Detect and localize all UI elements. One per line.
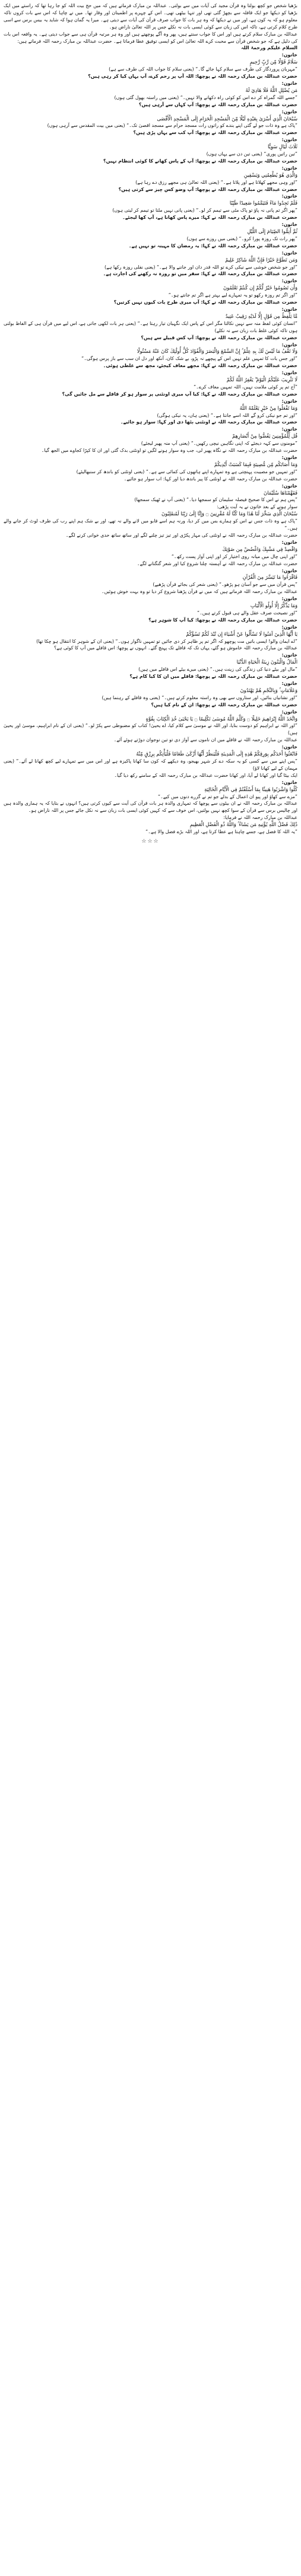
quran-verse: الْمَالُ وَالْبَنُونَ زِينَةُ الْحَيَاةِ الدُّنْيَا — [236, 659, 297, 665]
paragraph: حضرت عبداللہ بن مبارک رحمہ اللہ نے آہستہ چلنا شروع کیا اور شعر گنگنانے لگے۔ — [137, 560, 297, 566]
dialogue-line: خاتون: — [281, 455, 297, 460]
quran-verse: سُبْحَانَ الَّذِي أَسْرَىٰ بِعَبْدِهِ لَيْلًا مِّنَ الْمَسْجِدِ الْحَرَامِ إِلَى الْمَسْجِدِ الْأَقْصَى — [157, 115, 297, 122]
quran-verse: وَالَّذِي هُوَ يُطْعِمُنِي وَيَسْقِينِ — [243, 171, 297, 178]
quran-verse: فَابْعَثُوا أَحَدَكُم بِوَرِقِكُمْ هَٰذِهِ إِلَى الْمَدِينَةِ فَلْيَنظُرْ أَيُّهَا أَزْكَىٰ طَعَامًا فَلْيَأْتِكُم بِرِزْقٍ مِّنْهُ — [136, 751, 297, 757]
dialogue-line: خاتون: — [281, 193, 297, 199]
paragraph: حضرت عبداللہ بن مبارک رحمہ اللہ نے نگاہ پھیر لی، جب وہ سوار ہونے لگیں تو اونٹنی بدک گئی اور ان کا کپڑا کجاوے میں الجھ گیا۔ — [41, 448, 297, 454]
dialogue-line: خاتون: — [281, 709, 297, 715]
paragraph: سوار ہونے کے بعد خاتون نے یہ آیت پڑھی: — [217, 504, 297, 510]
paragraph: ”پھر اگر تم پانی نہ پاؤ تو پاک مٹی سے تیمم کر لو۔“ (یعنی پانی نہیں ملتا تو تیمم کر لیتی ہوں) — [112, 208, 297, 213]
quran-verse: لَا تَثْرِيبَ عَلَيْكُمُ الْيَوْمَ ۖ يَغْفِرُ اللَّهُ لَكُمْ — [226, 377, 297, 383]
quran-verse: فَلَمْ تَجِدُوا مَاءً فَتَيَمَّمُوا صَعِيدًا طَيِّبًا — [229, 200, 297, 206]
dialogue-line: حضرت عبداللہ بن مبارک رحمہ اللہ نے کہا: مجھے معاف کیجئے، مجھ سے غلطی ہوئی۔ — [103, 363, 297, 369]
quran-verse: وَمَا أَصَابَكُم مِّن مُّصِيبَةٍ فَبِمَا كَسَبَتْ أَيْدِيكُمْ — [214, 461, 297, 467]
dialogue-line: خاتون: — [281, 52, 297, 58]
quran-verse: وَمَن تَطَوَّعَ خَيْرًا فَإِنَّ اللَّهَ شَاكِرٌ عَلِيمٌ — [225, 256, 297, 263]
dialogue-line: خاتون: — [281, 165, 297, 171]
dialogue-line: خاتون: — [281, 624, 297, 630]
quran-verse: وَاقْصِدْ فِي مَشْيِكَ وَاغْضُضْ مِن صَوْتِكَ — [222, 546, 297, 552]
dialogue-line: حضرت عبداللہ بن مبارک رحمہ اللہ نے پوچھا: آپ کب سے یہاں پڑی ہیں؟ — [133, 130, 297, 136]
dialogue-line: حضرت عبداللہ بن مبارک رحمہ اللہ نے پوچھا: آپ کے پاس کھانے کا کوئی انتظام نہیں؟ — [103, 158, 297, 164]
quran-verse: سُبْحَانَ الَّذِي سَخَّرَ لَنَا هَٰذَا وَمَا كُنَّا لَهُ مُقْرِنِينَ ۝ وَإِنَّا إِلَىٰ رَبِّنَا لَمُنقَلِبُونَ — [161, 511, 297, 517]
quran-verse: ذَٰلِكَ فَضْلُ اللَّهِ يُؤْتِيهِ مَن يَشَاءُ ۚ وَاللَّهُ ذُو الْفَضْلِ الْعَظِيمِ — [189, 821, 297, 828]
dialogue-line: حضرت عبداللہ بن مبارک رحمہ اللہ نے اونٹنی بٹھا دی اور کہا: سوار ہو جائیے۔ — [120, 419, 297, 425]
paragraph: عبداللہ بن مبارک رحمہ اللہ نے ان بیٹوں سے پوچھا کہ تمہاری والدہ ہر بات قرآن کی آیت سے کیوں کرتی ہیں؟ انہوں نے بتایا کہ یہ ہماری والدہ ہیں اور چالیس برس سے قرآن کے سوا کچھ نہیں بولتیں، اس خوف سے کہ کہیں کوئی ایسی بات زبان سے نہ نکل جائے جس پر اللہ ناراض ہو۔ — [4, 801, 297, 814]
paragraph: ”مزے سے کھاؤ اور پیو ان اعمال کے بدلے جو تم نے گزرے دنوں میں کیے۔“ — [158, 793, 297, 799]
dialogue-line: خاتون: — [281, 80, 297, 86]
paragraph: ”مہربان پروردگار کی طرف سے سلام کہا جائے گا۔“ (یعنی سلام کا جواب اللہ کی طرف سے ہے) — [109, 66, 297, 72]
quran-verse: فَفَهَّمْنَاهَا سُلَيْمَانَ — [264, 489, 297, 496]
dialogue-line: حضرت عبداللہ بن مبارک رحمہ اللہ نے پوچھا: آپ کہاں سے آرہی ہیں؟ — [138, 101, 297, 107]
dialogue-line: خاتون: — [281, 398, 297, 404]
dialogue-line: حضرت عبداللہ بن مبارک رحمہ اللہ نے کہا: میرے پاس کھانا ہے، آپ کھا لیجئے۔ — [122, 215, 297, 221]
paragraph: ”اور نصیحت صرف عقل والے ہی قبول کرتے ہیں۔“ — [197, 610, 297, 616]
dialogue-line: حضرت عبداللہ بن مبارک رحمہ اللہ نے پوچھا: قافلے میں ان کا کیا کام ہے؟ — [129, 674, 297, 680]
quran-verse: وَمَا تَفْعَلُوا مِنْ خَيْرٍ يَعْلَمْهُ اللَّهُ — [239, 404, 297, 411]
dialogue-line: السلام علیکم ورحمۃ اللہ — [241, 45, 297, 51]
quran-verse: ثُمَّ أَتِمُّوا الصِّيَامَ إِلَى اللَّيْلِ — [247, 228, 297, 234]
dialogue-line: خاتون: — [281, 596, 297, 602]
dialogue-line: خاتون: — [281, 370, 297, 376]
section-separator: ☆☆☆ — [141, 838, 160, 844]
dialogue-line: خاتون: — [281, 306, 297, 312]
dialogue-line: خاتون: — [281, 426, 297, 432]
quran-verse: وَعَلَامَاتٍ ۚ وَبِالنَّجْمِ هُمْ يَهْتَدُونَ — [240, 687, 297, 693]
paragraph: ”یہ اللہ کا فضل ہے، جسے چاہتا ہے عطا کرتا ہے، اور اللہ بڑے فضل والا ہے۔“ — [145, 829, 297, 835]
dialogue-line: خاتون: — [281, 779, 297, 785]
quran-verse: كُلُوا وَاشْرَبُوا هَنِيئًا بِمَا أَسْلَفْتُمْ فِي الْأَيَّامِ الْخَالِيَةِ — [204, 786, 297, 792]
paragraph: ”مومنوں سے کہہ دیجئے کہ اپنی نگاہیں نیچی رکھیں۔“ (یعنی آپ منہ پھیر لیجئے) — [141, 441, 297, 447]
dialogue-line: حضرت عبداللہ بن مبارک رحمہ اللہ نے کہا: سفر میں تو روزہ نہ رکھنے کی اجازت ہے۔ — [103, 271, 297, 277]
quran-verse: وَأَن تَصُومُوا خَيْرٌ لَّكُمْ إِن كُنتُمْ تَعْلَمُونَ — [223, 285, 297, 291]
paragraph: عبداللہ بن مبارک رحمہ اللہ فرماتے ہیں کہ میں نے قرآن پڑھنا شروع کر دیا تو وہ بہت خوش ہوئیں۔ — [102, 589, 297, 595]
paragraph: ”اے ایمان والو! ایسی باتیں مت پوچھو کہ اگر تم پر ظاہر کر دی جائیں تو تمہیں ناگوار ہوں۔“ (یعنی ان کے شوہر کا انتقال ہو چکا تھا) — [36, 638, 297, 644]
dialogue-line: خاتون: — [281, 483, 297, 489]
dialogue-line: خاتون: — [281, 539, 297, 545]
dialogue-line: خاتون: — [281, 278, 297, 284]
dialogue-line: خاتون: — [281, 137, 297, 143]
paragraph: ”پاک ہے وہ ذات جس نے اس کو ہمارے بس میں کر دیا، ورنہ ہم اسے قابو میں لانے والے نہ تھے، اور بے شک ہم اپنے رب کی طرف لوٹ کر جانے والے ہیں۔“ — [4, 518, 297, 531]
dialogue-line: حضرت عبداللہ بن مبارک رحمہ اللہ نے پوچھا: کیا آپ کا شوہر ہے؟ — [148, 617, 297, 623]
quran-verse: مَن يُضْلِلِ اللَّهُ فَلَا هَادِيَ لَهُ — [245, 87, 297, 93]
paragraph: ”پس اپنے میں سے کسی کو یہ سکہ دے کر شہر بھیجو، وہ دیکھے کہ کون سا کھانا پاکیزہ ہے اور اس میں سے تمہارے لیے کچھ کھانا لے آئے۔“ (یعنی مہمان کے لیے کھانا لاؤ) — [4, 758, 297, 771]
dialogue-line: خاتون: — [281, 652, 297, 658]
paragraph: ”پھر رات تک روزہ پورا کرو۔“ (یعنی میں روزے سے ہوں) — [186, 235, 297, 241]
dialogue-line: حضرت عبداللہ بن مبارک رحمہ اللہ نے پوچھا: اللہ آپ پر رحم کرے، آپ یہاں کیا کر رہی ہیں؟ — [88, 74, 297, 79]
paragraph: ”مال اور بیٹے دنیا کی زندگی کی زینت ہیں۔“ (یعنی میرے بیٹے اس قافلے میں ہیں) — [138, 667, 297, 672]
paragraph: ”انسان کوئی لفظ منہ سے نہیں نکالتا مگر اس کے پاس ایک نگہبان تیار رہتا ہے۔“ (یعنی ہر بات لکھی جاتی ہے، اس لیے میں قرآن ہی کے الفاظ بولتی ہوں تاکہ کوئی غلط بات زبان سے نہ نکلے) — [4, 320, 297, 333]
paragraph: ”اور تمہیں جو مصیبت پہنچتی ہے وہ تمہارے اپنے ہاتھوں کی کمائی سے ہے۔“ (یعنی اونٹنی کو باندھ کر سنبھالیئے) — [76, 468, 297, 474]
paragraph: حضرت عبداللہ بن مبارک رحمہ اللہ نے اونٹنی کا پیر باندھ دیا اور کہا: اب سوار ہو جائیے۔ — [123, 476, 297, 482]
quran-verse: قُل لِّلْمُؤْمِنِينَ يَغُضُّوا مِنْ أَبْصَارِهِمْ — [232, 433, 297, 439]
paragraph: حضرت عبداللہ بن مبارک رحمہ اللہ نے اونٹنی کی مہار پکڑی اور تیز تیز چلنے لگے اور ساتھ ساتھ حدی خوانی کرنے لگے۔ — [65, 532, 297, 538]
quran-verse: فَاقْرَءُوا مَا تَيَسَّرَ مِنَ الْقُرْآنِ — [242, 574, 297, 581]
dialogue-line: حضرت عبداللہ بن مبارک رحمہ اللہ نے پوچھا: ان کے نام کیا ہیں؟ — [151, 702, 297, 707]
paragraph: ”پس قرآن میں سے جو آسان ہو پڑھو۔“ (یعنی شعر کی بجائے قرآن پڑھیے) — [153, 582, 297, 588]
dialogue-line: خاتون: — [281, 681, 297, 686]
paragraph: ”اور جس بات کا تمہیں علم نہیں اس کے پیچھے نہ پڑو، بے شک کان، آنکھ اور دل ان سب سے باز پرس ہوگی۔“ — [81, 356, 297, 362]
paragraph: ”اور نشانیاں بنائیں، اور ستاروں سے بھی وہ راستہ معلوم کرتے ہیں۔“ (یعنی وہ قافلے کے رہنما ہیں) — [102, 694, 297, 700]
paragraph: ”پاک ہے وہ ذات جو لے گئی اپنے بندے کو راتوں رات مسجد حرام سے مسجد اقصیٰ تک۔“ (یعنی میں بیت المقدس سے آرہی ہوں) — [47, 123, 297, 129]
paragraph: عبداللہ بن مبارک رحمہ اللہ خاموش ہو گئے، یہاں تک کہ قافلے تک پہنچ گئے۔ انہوں نے پوچھا: اس قافلے میں آپ کا کوئی ہے؟ — [53, 645, 297, 651]
dialogue-line: خاتون: — [281, 744, 297, 750]
quran-verse: يَا أَيُّهَا الَّذِينَ آمَنُوا لَا تَسْأَلُوا عَنْ أَشْيَاءَ إِن تُبْدَ لَكُمْ تَسُؤْكُمْ — [186, 630, 297, 637]
paragraph: ”اور اگر تم روزہ رکھو تو یہ تمہارے لیے بہتر ہے اگر تم جانتے ہو۔“ — [168, 292, 297, 298]
dialogue-line: خاتون: — [281, 568, 297, 573]
quran-verse: سَلَامٌ قَوْلًا مِّن رَّبٍّ رَّحِيمٍ — [249, 59, 297, 65]
quran-verse: مَّا يَلْفِظُ مِن قَوْلٍ إِلَّا لَدَيْهِ رَقِيبٌ عَتِيدٌ — [225, 313, 297, 319]
dialogue-line: حضرت عبداللہ بن مبارک رحمہ اللہ نے پوچھا: آپ کس قبیلے سے ہیں؟ — [141, 334, 297, 340]
dialogue-line: خاتون: — [281, 342, 297, 347]
paragraph: ”جسے اللہ گمراہ کر دے اس کو کوئی راہ دکھانے والا نہیں۔“ (یعنی میں راستہ بھول گئی ہوں) — [114, 94, 297, 100]
paragraph: عبداللہ بن مبارک رحمہ اللہ نے فرمایا: — [223, 815, 297, 821]
dialogue-line: خاتون: — [281, 222, 297, 228]
paragraph: عبداللہ بن مبارک رحمہ اللہ نے قافلے میں ان ناموں سے آواز دی تو تین نوجوان دوڑتے ہوئے آئے۔ — [113, 737, 297, 743]
paragraph: ایک بیٹا گیا اور کھانا لے آیا، اور کھانا حضرت عبداللہ بن مبارک رحمہ اللہ کے سامنے رکھ دیا گیا۔ — [114, 772, 297, 778]
dialogue-line: خاتون: — [281, 250, 297, 256]
quran-verse: ثَلَاثَ لَيَالٍ سَوِيًّا — [267, 144, 297, 150]
quran-verse: وَاتَّخَذَ اللَّهُ إِبْرَاهِيمَ خَلِيلًا ۝ وَكَلَّمَ اللَّهُ مُوسَىٰ تَكْلِيمًا ۝ يَا يَحْيَىٰ خُذِ الْكِتَابَ بِقُوَّةٍ — [145, 715, 297, 722]
paragraph: ”اور اللہ نے ابراہیم کو دوست بنایا، اور اللہ نے موسیٰ سے کلام کیا، اے یحییٰ! کتاب کو مضبوطی سے پکڑ لو۔“ (یعنی ان کے نام ابراہیم، موسیٰ اور یحییٰ ہیں) — [4, 723, 297, 736]
paragraph: ”اور تم جو نیکی کرو گے اللہ اسے جانتا ہے۔“ (یعنی ہاں، یہ نیکی ہوگی) — [157, 412, 297, 418]
paragraph: بڑھیا شخص جو کچھ بولتا وہ قرآن مجید کی آیات میں سے بولتی۔ عبداللہ بن مبارک فرماتے ہیں کہ میں حج بیت اللہ کو جا رہا تھا کہ راستے میں ایک بڑھیا کو دیکھا جو ایک قافلہ سے بچھڑ گئی تھی اور تنہا بیٹھی تھی۔ اس کے چہرے پر اطمینان اور وقار تھا۔ میں نے چاہا کہ اس سے بات کروں تاکہ معلوم ہو کہ یہ کون ہے، اور میں نے دیکھا کہ وہ ہر بات کا جواب صرف قرآن کی آیات سے دیتی ہے۔ میرا یہ گمان ہوا کہ شاید یہ بیس برس سے اسی طرح کلام کرتی ہے، تاکہ اس کی زبان سے کوئی ایسی بات نہ نکلے جس پر اللہ تعالیٰ ناراض ہو۔ — [4, 3, 297, 30]
dialogue-line: حضرت عبداللہ بن مبارک رحمہ اللہ نے کہا: آپ میری طرح بات کیوں نہیں کرتیں؟ — [113, 299, 297, 305]
paragraph: ”اور جو شخص خوشی سے نیکی کرے تو اللہ قدر دان اور جاننے والا ہے۔“ (یعنی نفلی روزہ رکھا ہے) — [104, 264, 297, 270]
paragraph: عبداللہ بن مبارک سلام کرتے ہیں اور اس کا جواب سنتے ہیں، پھر وہ آگے پوچھتے ہیں اور وہ ہر مرتبہ قرآن ہی سے جواب دیتی ہے۔ یہ واقعہ اس بات کی دلیل ہے کہ جو شخص قرآن سے محبت کرے اللہ تعالیٰ اس کو ایسی توفیق عطا فرماتا ہے۔ حضرت عبداللہ بن مبارک رحمہ اللہ فرماتے ہیں: — [4, 31, 297, 44]
paragraph: ”پس ہم نے اس کا صحیح فیصلہ سلیمان کو سمجھا دیا۔“ (یعنی آپ نے ٹھیک سمجھا) — [134, 497, 297, 503]
dialogue-line: حضرت عبداللہ بن مبارک رحمہ اللہ نے کہا: کیا آپ میری اونٹنی پر سوار ہو کر قافلے سے مل جائیں گی؟ — [62, 391, 297, 397]
paragraph: ”تین راتیں پوری“ (یعنی تین دن سے یہاں ہوں) — [206, 151, 297, 157]
quran-verse: وَمَا يَذَّكَّرُ إِلَّا أُولُو الْأَلْبَابِ — [250, 602, 297, 609]
paragraph: ”اور وہی مجھے کھلاتا ہے اور پلاتا ہے۔“ (یعنی اللہ تعالیٰ ہی مجھے رزق دے رہا ہے) — [135, 179, 297, 185]
dialogue-line: حضرت عبداللہ بن مبارک رحمہ اللہ نے پوچھا: آپ وضو کس چیز سے کرتی ہیں؟ — [118, 186, 297, 192]
dialogue-line: حضرت عبداللہ بن مبارک رحمہ اللہ نے کہا: یہ رمضان کا مہینہ تو نہیں ہے۔ — [128, 243, 297, 248]
dialogue-line: خاتون: — [281, 109, 297, 114]
quran-verse: وَلَا تَقْفُ مَا لَيْسَ لَكَ بِهِ عِلْمٌ ۚ إِنَّ السَّمْعَ وَالْبَصَرَ وَالْفُؤَادَ كُلُّ أُولَٰئِكَ كَانَ عَنْهُ مَسْئُولًا — [137, 348, 297, 355]
paragraph: ”آج تم پر کوئی ملامت نہیں، اللہ تمہیں معاف کرے۔“ — [194, 384, 297, 390]
paragraph: ”اور اپنی چال میں میانہ روی اختیار کر اور اپنی آواز پست رکھ۔“ — [171, 553, 297, 559]
